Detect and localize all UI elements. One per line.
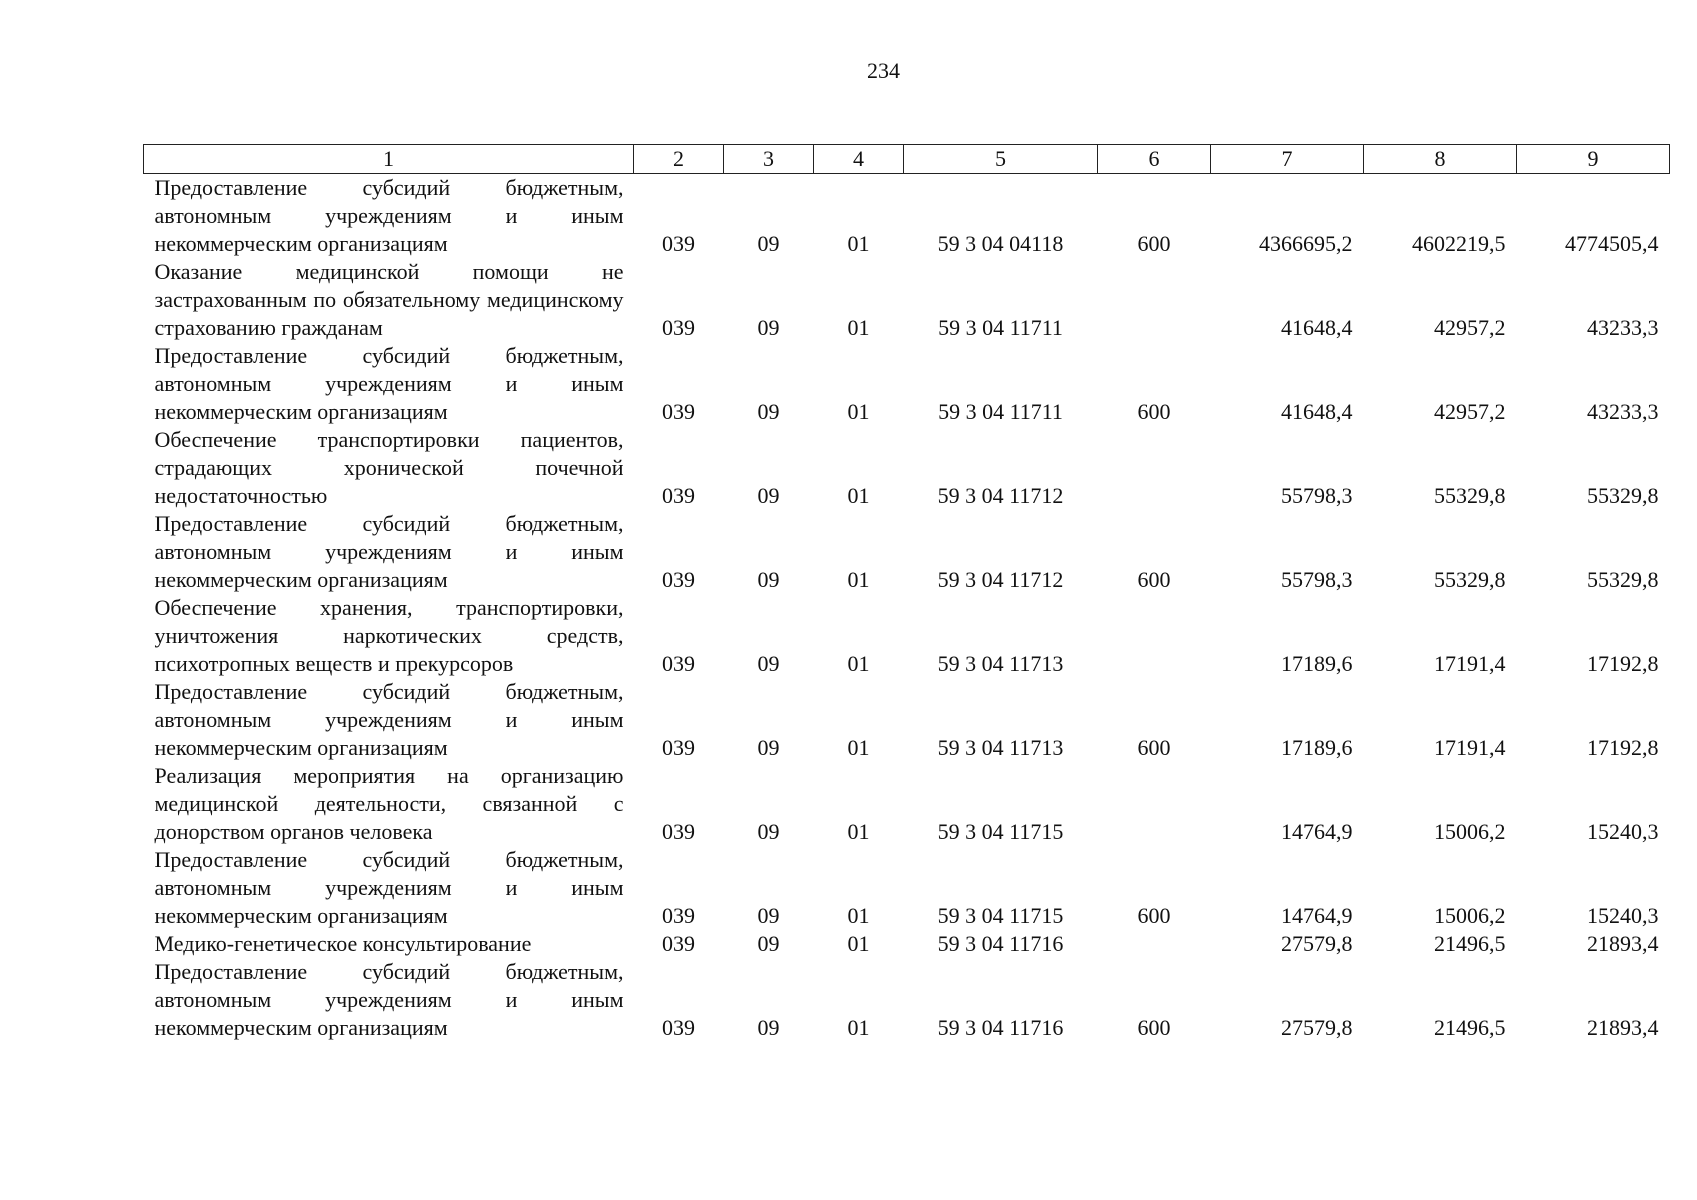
row-section-code: 09	[757, 231, 780, 256]
row-amount-year-2: 55329,8	[1434, 483, 1506, 508]
column-header: 2	[634, 145, 724, 174]
row-description: Предоставление субсидий бюджетным, автономным учреждениям и иным некоммерческим организациям	[154, 343, 624, 424]
row-target-article-code: 59 3 04 11713	[937, 651, 1064, 676]
row-section-code: 09	[757, 651, 780, 676]
row-amount-year-3: 17192,8	[1587, 651, 1659, 676]
row-amount-year-1: 55798,3	[1281, 483, 1353, 508]
row-amount-year-3: 43233,3	[1587, 399, 1659, 424]
row-description: Обеспечение транспортировки пациентов, страдающих хронической почечной недостаточностью	[154, 427, 624, 508]
row-subsection-code: 01	[847, 315, 870, 340]
column-header: 7	[1211, 145, 1364, 174]
row-ministry-code: 039	[662, 399, 695, 424]
row-description: Обеспечение хранения, транспортировки, уничтожения наркотических средств, психотропных веществ и прекурсоров	[154, 595, 624, 676]
row-target-article-code: 59 3 04 11712	[937, 483, 1064, 508]
row-target-article-code: 59 3 04 11715	[937, 903, 1064, 928]
row-amount-year-2: 55329,8	[1434, 567, 1506, 592]
table-row	[144, 342, 1670, 426]
row-amount-year-1: 41648,4	[1281, 315, 1353, 340]
row-subsection-code: 01	[847, 819, 870, 844]
table-header	[144, 145, 1670, 174]
row-section-code: 09	[757, 1015, 780, 1040]
row-description: Медико-генетическое консультирование	[154, 931, 532, 956]
row-amount-year-2: 42957,2	[1434, 315, 1506, 340]
table-row	[144, 594, 1670, 678]
row-amount-year-1: 17189,6	[1281, 651, 1353, 676]
row-amount-year-2: 21496,5	[1434, 931, 1506, 956]
row-target-article-code: 59 3 04 11716	[937, 1015, 1064, 1040]
row-expense-type-code: 600	[1137, 903, 1171, 928]
table-row	[144, 958, 1670, 1042]
row-expense-type-code: 600	[1137, 735, 1171, 760]
row-target-article-code: 59 3 04 11716	[937, 931, 1064, 956]
row-expense-type-code	[1098, 258, 1211, 342]
table-body	[144, 174, 1670, 1043]
row-expense-type-code	[1098, 594, 1211, 678]
row-amount-year-1: 14764,9	[1281, 903, 1353, 928]
row-amount-year-3: 55329,8	[1587, 567, 1659, 592]
row-description: Предоставление субсидий бюджетным, автономным учреждениям и иным некоммерческим организациям	[154, 847, 624, 928]
row-subsection-code: 01	[847, 399, 870, 424]
table-row	[144, 846, 1670, 930]
row-ministry-code: 039	[662, 651, 695, 676]
row-section-code: 09	[757, 931, 780, 956]
row-amount-year-3: 55329,8	[1587, 483, 1659, 508]
row-expense-type-code	[1098, 426, 1211, 510]
page-number: 234	[867, 58, 900, 83]
row-amount-year-3: 4774505,4	[1565, 231, 1659, 256]
row-ministry-code: 039	[662, 231, 695, 256]
row-target-article-code: 59 3 04 11711	[938, 315, 1063, 340]
row-description: Предоставление субсидий бюджетным, автономным учреждениям и иным некоммерческим организациям	[154, 679, 624, 760]
row-section-code: 09	[757, 315, 780, 340]
row-amount-year-1: 41648,4	[1281, 399, 1353, 424]
table-row	[144, 930, 1670, 958]
row-expense-type-code: 600	[1137, 1015, 1171, 1040]
row-expense-type-code	[1098, 930, 1211, 958]
row-amount-year-2: 17191,4	[1434, 651, 1506, 676]
table-row	[144, 510, 1670, 594]
table-row	[144, 678, 1670, 762]
row-section-code: 09	[757, 735, 780, 760]
row-subsection-code: 01	[847, 567, 870, 592]
row-section-code: 09	[757, 483, 780, 508]
row-expense-type-code: 600	[1137, 231, 1171, 256]
row-amount-year-3: 17192,8	[1587, 735, 1659, 760]
row-amount-year-3: 43233,3	[1587, 315, 1659, 340]
row-description: Предоставление субсидий бюджетным, автономным учреждениям и иным некоммерческим организациям	[154, 959, 624, 1040]
row-ministry-code: 039	[662, 931, 695, 956]
row-subsection-code: 01	[847, 903, 870, 928]
column-header: 1	[144, 145, 634, 174]
header-row	[144, 145, 1670, 174]
row-amount-year-3: 15240,3	[1587, 819, 1659, 844]
row-ministry-code: 039	[662, 1015, 695, 1040]
row-amount-year-1: 55798,3	[1281, 567, 1353, 592]
row-subsection-code: 01	[847, 231, 870, 256]
row-amount-year-1: 27579,8	[1281, 1015, 1353, 1040]
row-description: Оказание медицинской помощи не застрахованным по обязательному медицинскому страхованию гражданам	[154, 259, 624, 340]
row-amount-year-2: 17191,4	[1434, 735, 1506, 760]
row-subsection-code: 01	[847, 651, 870, 676]
row-amount-year-1: 14764,9	[1281, 819, 1353, 844]
table-row	[144, 426, 1670, 510]
row-ministry-code: 039	[662, 315, 695, 340]
row-subsection-code: 01	[847, 931, 870, 956]
row-expense-type-code: 600	[1137, 399, 1171, 424]
row-subsection-code: 01	[847, 1015, 870, 1040]
row-amount-year-2: 21496,5	[1434, 1015, 1506, 1040]
row-amount-year-2: 15006,2	[1434, 819, 1506, 844]
row-description: Реализация мероприятия на организацию медицинской деятельности, связанной с донорством органов человека	[154, 763, 624, 844]
table-row	[144, 258, 1670, 342]
row-section-code: 09	[757, 903, 780, 928]
column-header: 6	[1098, 145, 1211, 174]
row-amount-year-3: 21893,4	[1587, 1015, 1659, 1040]
row-amount-year-1: 17189,6	[1281, 735, 1353, 760]
row-expense-type-code	[1098, 762, 1211, 846]
row-amount-year-1: 4366695,2	[1259, 231, 1353, 256]
row-description: Предоставление субсидий бюджетным, автономным учреждениям и иным некоммерческим организациям	[154, 175, 624, 256]
table-row	[144, 762, 1670, 846]
row-section-code: 09	[757, 399, 780, 424]
column-header: 5	[904, 145, 1098, 174]
row-amount-year-2: 42957,2	[1434, 399, 1506, 424]
row-target-article-code: 59 3 04 11715	[937, 819, 1064, 844]
table-row	[144, 174, 1670, 259]
row-amount-year-3: 21893,4	[1587, 931, 1659, 956]
row-amount-year-3: 15240,3	[1587, 903, 1659, 928]
row-expense-type-code: 600	[1137, 567, 1171, 592]
row-section-code: 09	[757, 567, 780, 592]
column-header: 9	[1517, 145, 1670, 174]
row-ministry-code: 039	[662, 735, 695, 760]
row-subsection-code: 01	[847, 735, 870, 760]
row-target-article-code: 59 3 04 04118	[937, 231, 1064, 256]
row-target-article-code: 59 3 04 11712	[937, 567, 1064, 592]
column-header: 8	[1364, 145, 1517, 174]
row-section-code: 09	[757, 819, 780, 844]
row-ministry-code: 039	[662, 903, 695, 928]
column-header: 4	[814, 145, 904, 174]
row-ministry-code: 039	[662, 483, 695, 508]
row-target-article-code: 59 3 04 11711	[938, 399, 1063, 424]
column-header: 3	[724, 145, 814, 174]
row-description: Предоставление субсидий бюджетным, автономным учреждениям и иным некоммерческим организациям	[154, 511, 624, 592]
row-ministry-code: 039	[662, 567, 695, 592]
row-amount-year-1: 27579,8	[1281, 931, 1353, 956]
budget-table	[143, 144, 1670, 1042]
row-amount-year-2: 15006,2	[1434, 903, 1506, 928]
row-ministry-code: 039	[662, 819, 695, 844]
row-amount-year-2: 4602219,5	[1412, 231, 1506, 256]
row-subsection-code: 01	[847, 483, 870, 508]
row-target-article-code: 59 3 04 11713	[937, 735, 1064, 760]
